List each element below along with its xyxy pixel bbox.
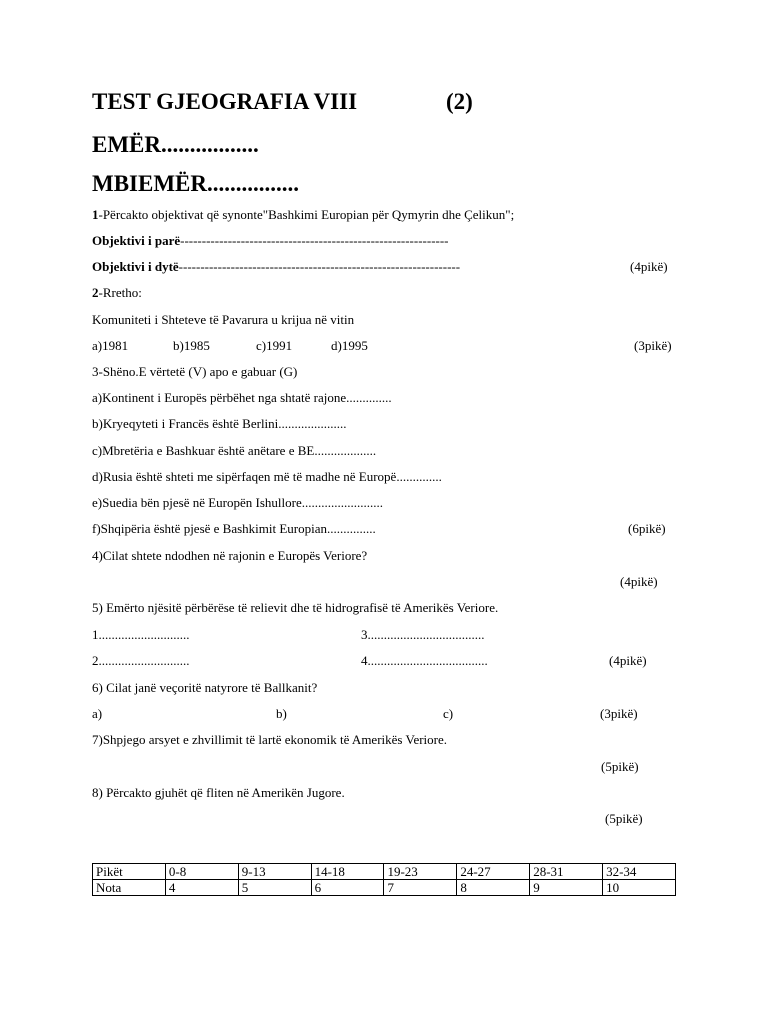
question-6-text: 6) Cilat janë veçoritë natyrore të Ballkanit? bbox=[92, 680, 318, 695]
question-3-item-a: a)Kontinent i Europës përbëhet nga shtatë rajone.............. bbox=[92, 390, 392, 405]
question-6-option-b: b) bbox=[276, 706, 287, 721]
question-6-option-c: c) bbox=[443, 706, 454, 721]
question-8-points: (5pikë) bbox=[605, 811, 643, 826]
question-3-item-d: d)Rusia është shteti me sipërfaqen më të madhe në Europë.............. bbox=[92, 469, 442, 484]
test-number: (2) bbox=[446, 89, 473, 114]
question-1-text: -Përcakto objektivat që synonte"Bashkimi Europian për Qymyrin dhe Çelikun"; bbox=[98, 207, 515, 222]
surname-label: MBIEMËR................ bbox=[92, 171, 299, 196]
question-2-option-a: a)1981 bbox=[92, 338, 129, 353]
objective-2-answer-line: ----------------------------------------------------------------- bbox=[178, 259, 461, 274]
table-cell: 14-18 bbox=[311, 864, 384, 880]
question-2-statement: Komuniteti i Shteteve të Pavarura u krijua në vitin bbox=[92, 312, 355, 327]
objective-2-row bbox=[92, 259, 460, 275]
table-cell: 24-27 bbox=[457, 864, 530, 880]
table-row bbox=[93, 880, 676, 896]
question-5-text: 5) Emërto njësitë përbërëse të relievit dhe të hidrografisë të Amerikës Veriore. bbox=[92, 600, 499, 615]
question-5-blank-1: 1............................ bbox=[92, 627, 190, 642]
table-cell: 28-31 bbox=[530, 864, 603, 880]
question-3-title: 3-Shëno.E vërtetë (V) apo e gabuar (G) bbox=[92, 364, 298, 379]
question-3-points: (6pikë) bbox=[628, 521, 666, 536]
table-cell: 7 bbox=[384, 880, 457, 896]
question-5-blank-3: 3.................................... bbox=[361, 627, 485, 642]
question-3-item-f: f)Shqipëria është pjesë e Bashkimit Europian............... bbox=[92, 521, 376, 536]
question-7-points: (5pikë) bbox=[601, 759, 639, 774]
question-6-option-a: a) bbox=[92, 706, 103, 721]
table-cell: 0-8 bbox=[165, 864, 238, 880]
question-1 bbox=[92, 207, 514, 223]
question-1-number: 1 bbox=[92, 207, 99, 222]
objective-1-answer-line: -------------------------------------------------------------- bbox=[180, 233, 449, 248]
grades-table bbox=[92, 863, 676, 896]
objective-1-row bbox=[92, 233, 449, 249]
question-4-points: (4pikë) bbox=[620, 574, 658, 589]
table-cell: 9 bbox=[530, 880, 603, 896]
table-cell: 4 bbox=[165, 880, 238, 896]
table-cell: 6 bbox=[311, 880, 384, 896]
question-5-blank-4: 4..................................... bbox=[361, 653, 488, 668]
question-6-points: (3pikë) bbox=[600, 706, 638, 721]
name-label: EMËR................. bbox=[92, 132, 259, 157]
objective-1-label: Objektivi i parë bbox=[92, 233, 181, 248]
question-5-points: (4pikë) bbox=[609, 653, 647, 668]
table-cell: Nota bbox=[93, 880, 166, 896]
question-8-text: 8) Përcakto gjuhët që fliten në Amerikën Jugore. bbox=[92, 785, 345, 800]
question-5-blank-2: 2............................ bbox=[92, 653, 190, 668]
question-2-option-d: d)1995 bbox=[331, 338, 368, 353]
question-2-option-b: b)1985 bbox=[173, 338, 210, 353]
table-cell: 9-13 bbox=[238, 864, 311, 880]
question-3-item-c: c)Mbretëria e Bashkuar është anëtare e BE................... bbox=[92, 443, 377, 458]
test-title: TEST GJEOGRAFIA VIII bbox=[92, 89, 358, 114]
question-2-text: -Rretho: bbox=[98, 285, 142, 300]
table-cell: 10 bbox=[603, 880, 676, 896]
question-2-number: 2 bbox=[92, 285, 99, 300]
question-2-points: (3pikë) bbox=[634, 338, 672, 353]
question-2 bbox=[92, 285, 142, 301]
question-3-item-e: e)Suedia bën pjesë në Europën Ishullore......................... bbox=[92, 495, 383, 510]
table-cell: 8 bbox=[457, 880, 530, 896]
question-3-item-b: b)Kryeqyteti i Francës është Berlini..................... bbox=[92, 416, 347, 431]
question-1-points: (4pikë) bbox=[630, 259, 668, 274]
table-cell: 5 bbox=[238, 880, 311, 896]
table-row bbox=[93, 864, 676, 880]
table-cell: Pikët bbox=[93, 864, 166, 880]
question-7-text: 7)Shpjego arsyet e zhvillimit të lartë ekonomik të Amerikës Veriore. bbox=[92, 732, 447, 747]
table-cell: 32-34 bbox=[603, 864, 676, 880]
question-4-text: 4)Cilat shtete ndodhen në rajonin e Europës Veriore? bbox=[92, 548, 368, 563]
question-2-option-c: c)1991 bbox=[256, 338, 293, 353]
table-cell: 19-23 bbox=[384, 864, 457, 880]
objective-2-label: Objektivi i dytë bbox=[92, 259, 179, 274]
